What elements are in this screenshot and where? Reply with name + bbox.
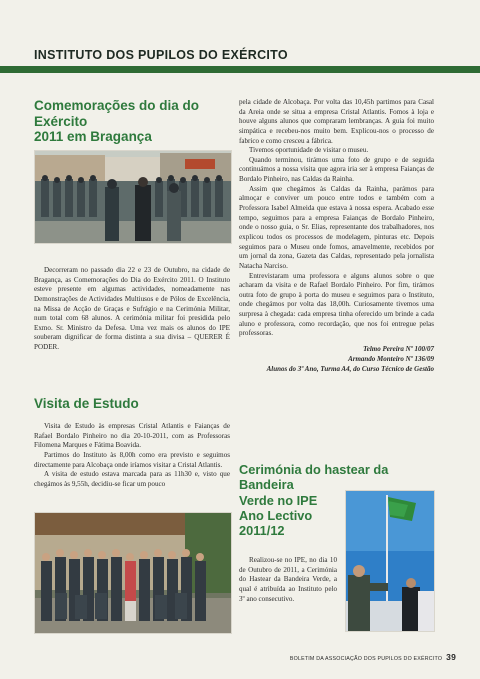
header-green-bar xyxy=(0,66,480,73)
article-study-visit-body-left xyxy=(34,422,230,489)
article-army-day-title: Comemorações do dia do Exército 2011 em Bragança xyxy=(34,98,200,145)
study-visit-signature xyxy=(239,345,434,374)
study-visit-paragraph-4: pela cidade de Alcobaça. Por volta das 10,45h partimos para Casal da Areia onde se situa a empresa Cristal Atlantis. Fomos à loja e houve alguns alunos que compraram lembranças. A guia foi muito simpática e recebeu-nos muito bem. Explicou-nos o processo de fabrico e como cresceu a fábrica. xyxy=(239,98,434,145)
page-header xyxy=(0,0,480,68)
study-visit-paragraph-8: Entrevistaram uma professora e alguns alunos sobre o que acharam da visita e de Rafael Bordalo Pinheiro. Por fim, tirámos outra foto de grupo à porta do museu e seguimos para o Instituto, onde chegámos por volta das 18,00h. Curiosamente tivemos uma surpresa à chegada: cada empresa tinha oferecido um brinde a cada aluno e professora, como recordação, que nos foi entregue pelas professoras. xyxy=(239,271,434,338)
article-study-visit-title: Visita de Estudo xyxy=(34,396,139,411)
article-flag-ceremony-title: Cerimónia do hastear da Bandeira Verde no IPE Ano Lectivo 2011/12 xyxy=(239,462,389,539)
parade-photo xyxy=(34,150,232,244)
author-1: Telmo Pereira Nº 100/07 xyxy=(363,345,434,354)
study-visit-paragraph-7: Assim que chegámos às Caldas da Rainha, parámos para almoçar e conviver um pouco entre todos e também com a Professora Isabel Almeida que estava à nossa espera. Acabado esse tempo, seguimos para a empresa Faianças de Bordalo Pinheiro, onde o nosso guia, o Sr. Elias, representante dos trabalhadores, nos explicou todos os processos de modelagem, pinturas etc. Depois seguimos para o Museu onde fomos, amavelmente, recebidos por um jornal da zona, Gazeta das Caldas, representado pela jornalista Natacha Narciso. xyxy=(239,184,434,270)
flag-ceremony-paragraph: Realizou-se no IPE, no dia 10 de Outubro de 2011, a Cerimónia do Hastear da Bandeira Verde, a qual é atribuída ao Instituto pelo 3º ano consecutivo. xyxy=(239,556,337,603)
article-army-day-body xyxy=(34,266,230,353)
page-footer xyxy=(290,652,456,662)
study-visit-paragraph-3: A visita de estudo estava marcada para as 11h30 e, visto que chegámos às 9,55h, decidiu-se ficar um pouco xyxy=(34,470,230,488)
study-visit-paragraph-1: Visita de Estudo às empresas Cristal Atlantis e Faianças de Rafael Bordalo Pinheiro no dia 20-10-2011, com as Professoras Filomena Marques e Fátima Boavida. xyxy=(34,422,230,450)
study-visit-paragraph-5: Tivemos oportunidade de visitar o museu. xyxy=(249,146,369,155)
study-visit-paragraph-2: Partimos do Instituto às 8,00h como era previsto e seguimos directamente para Alcobaça onde iríamos visitar a Cristal Atlantis. xyxy=(34,450,230,469)
publication-title: INSTITUTO DOS PUPILOS DO EXÉRCITO xyxy=(34,48,288,62)
footer-publication: BOLETIM DA ASSOCIAÇÃO DOS PUPILOS DO EXÉRCITO xyxy=(289,656,443,662)
article-flag-ceremony-body xyxy=(239,556,337,604)
article-army-day-heading xyxy=(34,98,230,145)
article-study-visit-body-right xyxy=(239,98,434,374)
article-army-day-paragraph: Decorreram no passado dia 22 e 23 de Outubro, na cidade de Bragança, as Comemorações do Dia do Exército 2011. O Instituto esteve presente em algumas actividades, nomeadamente nas Demonstrações de Actividades Multiusos e de Pólos de Excelência, na Missa de Acção de Graças e Sufrágio e na Cerimónia Militar, num total com 68 alunos. A cerimónia militar foi presidida pelo Exmo. Sr. Ministro da Defesa. Uma vez mais os alunos do IPE souberam dignificar de forma distinta a sua divisa – QUERER É PODER. xyxy=(34,266,230,352)
study-visit-paragraph-6: Quando terminou, tirámos uma foto de grupo e de seguida continuámos a nossa visita que agora iria ser à empresa Faianças de Bordalo Pinheiro, nas Caldas da Rainha. xyxy=(239,155,434,184)
authors-class: Alunos do 3º Ano, Turma A4, do Curso Técnico de Gestão xyxy=(266,364,434,373)
article-study-visit-heading xyxy=(34,396,230,412)
page-number: 39 xyxy=(446,652,456,662)
group-photo xyxy=(34,512,232,634)
author-2: Armando Monteiro Nº 136/09 xyxy=(348,354,434,363)
flag-ceremony-photo xyxy=(345,490,435,632)
